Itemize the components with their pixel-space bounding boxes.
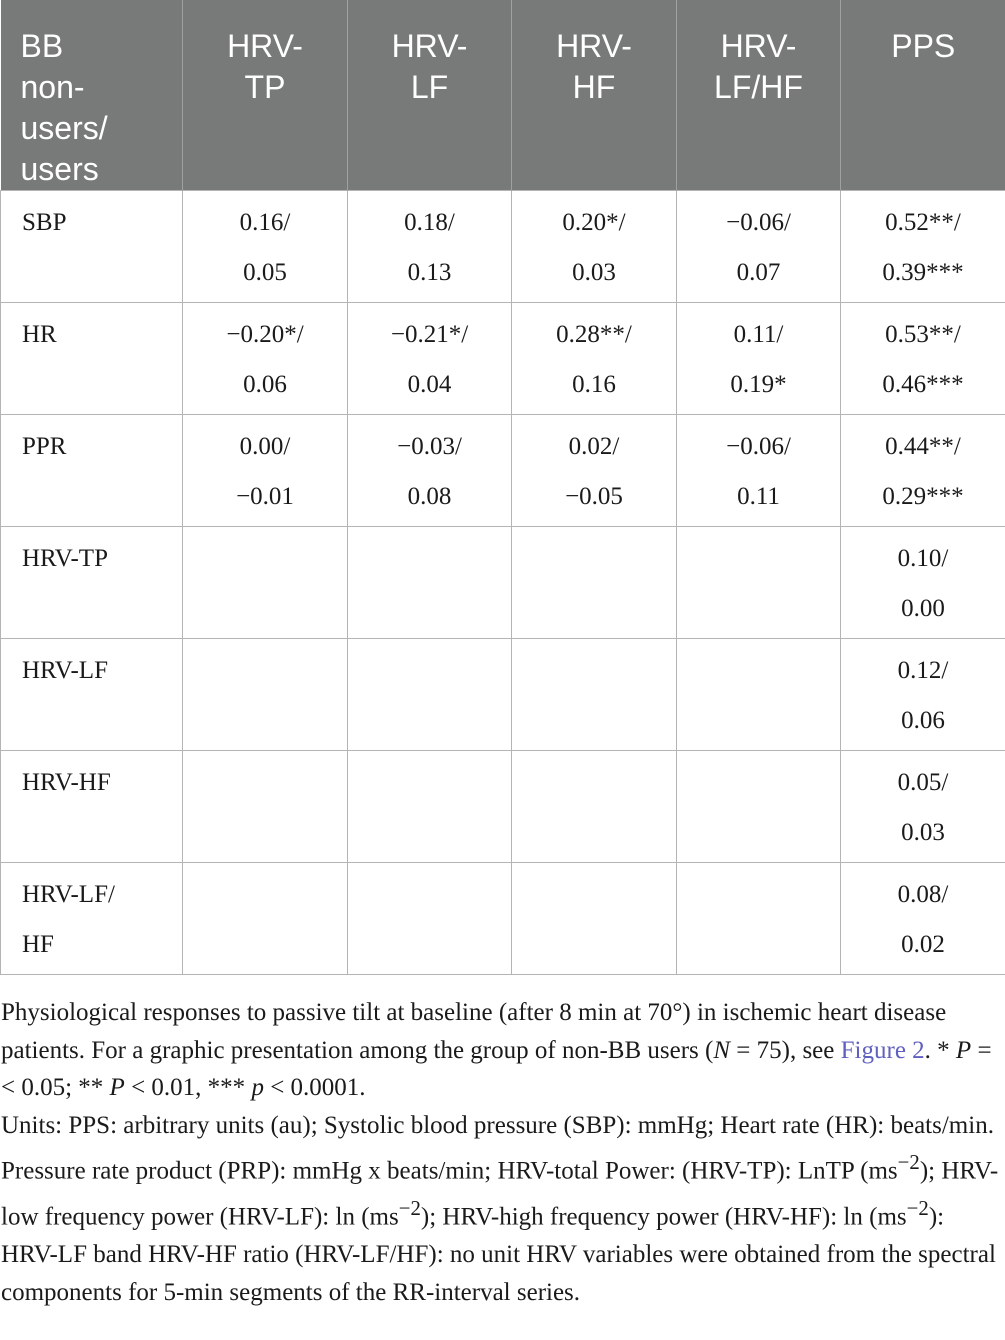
cell-line: 0.05/ [897, 769, 949, 796]
cell-line: 0.03 [572, 259, 616, 286]
table-cell [183, 863, 348, 975]
cell-line: 0.11/ [733, 321, 784, 348]
row-label [1, 863, 183, 975]
cell-line: 0.06 [243, 371, 287, 398]
cell-line: −0.03/ [397, 433, 462, 460]
header-row [1, 0, 1005, 191]
cell-line: 0.02/ [568, 433, 620, 460]
cell-line: 0.29*** [882, 483, 964, 510]
table-cell [183, 415, 348, 527]
cell-line: 0.20*/ [562, 209, 626, 236]
table-cell [841, 191, 1005, 303]
header-pps [841, 0, 1005, 191]
table-cell [677, 751, 841, 863]
cell-line: 0.06 [901, 707, 945, 734]
cell-line: 0.28**/ [556, 321, 632, 348]
cell-line: TP [244, 69, 286, 105]
cell-line: PPS [891, 28, 956, 64]
cell-line: LF [410, 69, 449, 105]
cell-line: 0.16/ [239, 209, 291, 236]
cell-line: 0.39*** [882, 259, 964, 286]
cell-line: 0.18/ [404, 209, 455, 236]
cell-line: HF [22, 931, 54, 958]
table-cell [348, 415, 512, 527]
footnote-abbreviations: Pressure rate product (PRP): mmHg x beats/min; HRV-total Power: (HRV-TP): LnTP $(ms^{-2})$; HRV-low frequency power (HRV-LF): $\ln (ms^{-2})$; HRV-high frequency power (HRV-HF): $\ln (ms^{-2})$: HRV-LF band HRV-HF ratio (HRV-LF/HF): no unit HRV variables were obtained from the spectral components for 5-min segments of the RR-interval series. [1, 1150, 999, 1306]
cell-line: −0.01 [236, 483, 294, 510]
cell-line: 0.00/ [239, 433, 291, 460]
cell-line: −0.06/ [726, 209, 791, 236]
cell-line: 0.10/ [897, 545, 949, 572]
cell-line: BB [20, 28, 64, 64]
table-cell [841, 751, 1005, 863]
cell-line: HF [572, 69, 616, 105]
cell-line: −0.20*/ [226, 321, 304, 348]
cell-line: 0.46*** [882, 371, 964, 398]
table-row [1, 639, 1005, 751]
cell-line: HR [22, 321, 57, 348]
table-cell [348, 527, 512, 639]
table-cell [348, 751, 512, 863]
table-cell [348, 639, 512, 751]
header-hrv-tp [183, 0, 348, 191]
table-cell [512, 639, 677, 751]
table-cell [677, 527, 841, 639]
header-hrv-lf-hf [677, 0, 841, 191]
cell-line: 0.02 [901, 931, 945, 958]
row-label [1, 415, 183, 527]
cell-line: HRV- [720, 28, 797, 64]
cell-line: SBP [22, 209, 67, 236]
table-cell [841, 303, 1005, 415]
table-footnotes [1, 994, 1001, 1311]
cell-line: 0.53**/ [885, 321, 961, 348]
cell-line: −0.06/ [726, 433, 791, 460]
table-cell [183, 527, 348, 639]
cell-line: 0.44**/ [885, 433, 961, 460]
cell-line: users/ [20, 110, 108, 146]
row-label [1, 527, 183, 639]
cell-line: 0.05 [243, 259, 287, 286]
table-cell [677, 191, 841, 303]
table-cell [841, 863, 1005, 975]
cell-line: PPR [22, 433, 67, 460]
cell-line: 0.08/ [897, 881, 949, 908]
cell-line: 0.13 [407, 259, 452, 286]
cell-line: HRV-LF [22, 657, 108, 684]
table-cell [677, 639, 841, 751]
footnote-description: Physiological responses to passive tilt at baseline (after 8 min at 70°) in ischemic heart disease patients. For a graphic presentation among the group of non-BB users (N = 75), see Figure 2. * P = < 0.05; ** P < 0.01, *** p < 0.0001. [1, 999, 992, 1102]
cell-line: 0.00 [901, 595, 945, 622]
table-cell [348, 303, 512, 415]
cell-line: 0.08 [407, 483, 452, 510]
cell-line: 0.52**/ [885, 209, 961, 236]
table-cell [348, 191, 512, 303]
table-cell [677, 415, 841, 527]
table-row [1, 863, 1005, 975]
header-bb-users [1, 0, 183, 191]
table-cell [512, 751, 677, 863]
table-cell [841, 415, 1005, 527]
table-cell [677, 863, 841, 975]
footnote-units: Units: PPS: arbitrary units (au); Systolic blood pressure (SBP): mmHg; Heart rate (HR): beats/min. [1, 1111, 994, 1139]
row-label [1, 303, 183, 415]
cell-line: HRV- [391, 28, 468, 64]
row-label [1, 751, 183, 863]
table-row [1, 415, 1005, 527]
table-cell [677, 303, 841, 415]
cell-line: 0.11 [737, 483, 780, 510]
table-cell [512, 863, 677, 975]
table-cell [512, 415, 677, 527]
cell-line: LF/HF [714, 69, 803, 105]
cell-line: −0.21*/ [390, 321, 469, 348]
cell-line: HRV-LF/ [22, 881, 115, 908]
cell-line: 0.12/ [897, 657, 949, 684]
table-cell [183, 639, 348, 751]
table-cell [512, 191, 677, 303]
cell-line: users [20, 151, 99, 187]
table-cell [183, 191, 348, 303]
cell-line: HRV-HF [22, 769, 111, 796]
table-cell [183, 751, 348, 863]
table-cell [841, 527, 1005, 639]
header-hrv-hf [512, 0, 677, 191]
cell-line: −0.05 [565, 483, 623, 510]
row-label [1, 639, 183, 751]
table-cell [183, 303, 348, 415]
row-label [1, 191, 183, 303]
table-row [1, 751, 1005, 863]
table-row [1, 191, 1005, 303]
table-row [1, 527, 1005, 639]
header-hrv-lf [348, 0, 512, 191]
table-cell [348, 863, 512, 975]
table-cell [512, 527, 677, 639]
table-cell [841, 639, 1005, 751]
cell-line: 0.03 [901, 819, 945, 846]
cell-line: HRV-TP [22, 545, 108, 572]
cell-line: HRV- [556, 28, 632, 64]
table-cell [512, 303, 677, 415]
cell-line: non- [20, 69, 85, 105]
cell-line: 0.04 [407, 371, 452, 398]
cell-line: HRV- [227, 28, 303, 64]
cell-line: 0.19* [730, 371, 787, 398]
cell-line: 0.16 [572, 371, 616, 398]
figure-2-link[interactable]: Figure 2 [840, 1036, 925, 1064]
table-row [1, 303, 1005, 415]
cell-line: 0.07 [736, 259, 781, 286]
